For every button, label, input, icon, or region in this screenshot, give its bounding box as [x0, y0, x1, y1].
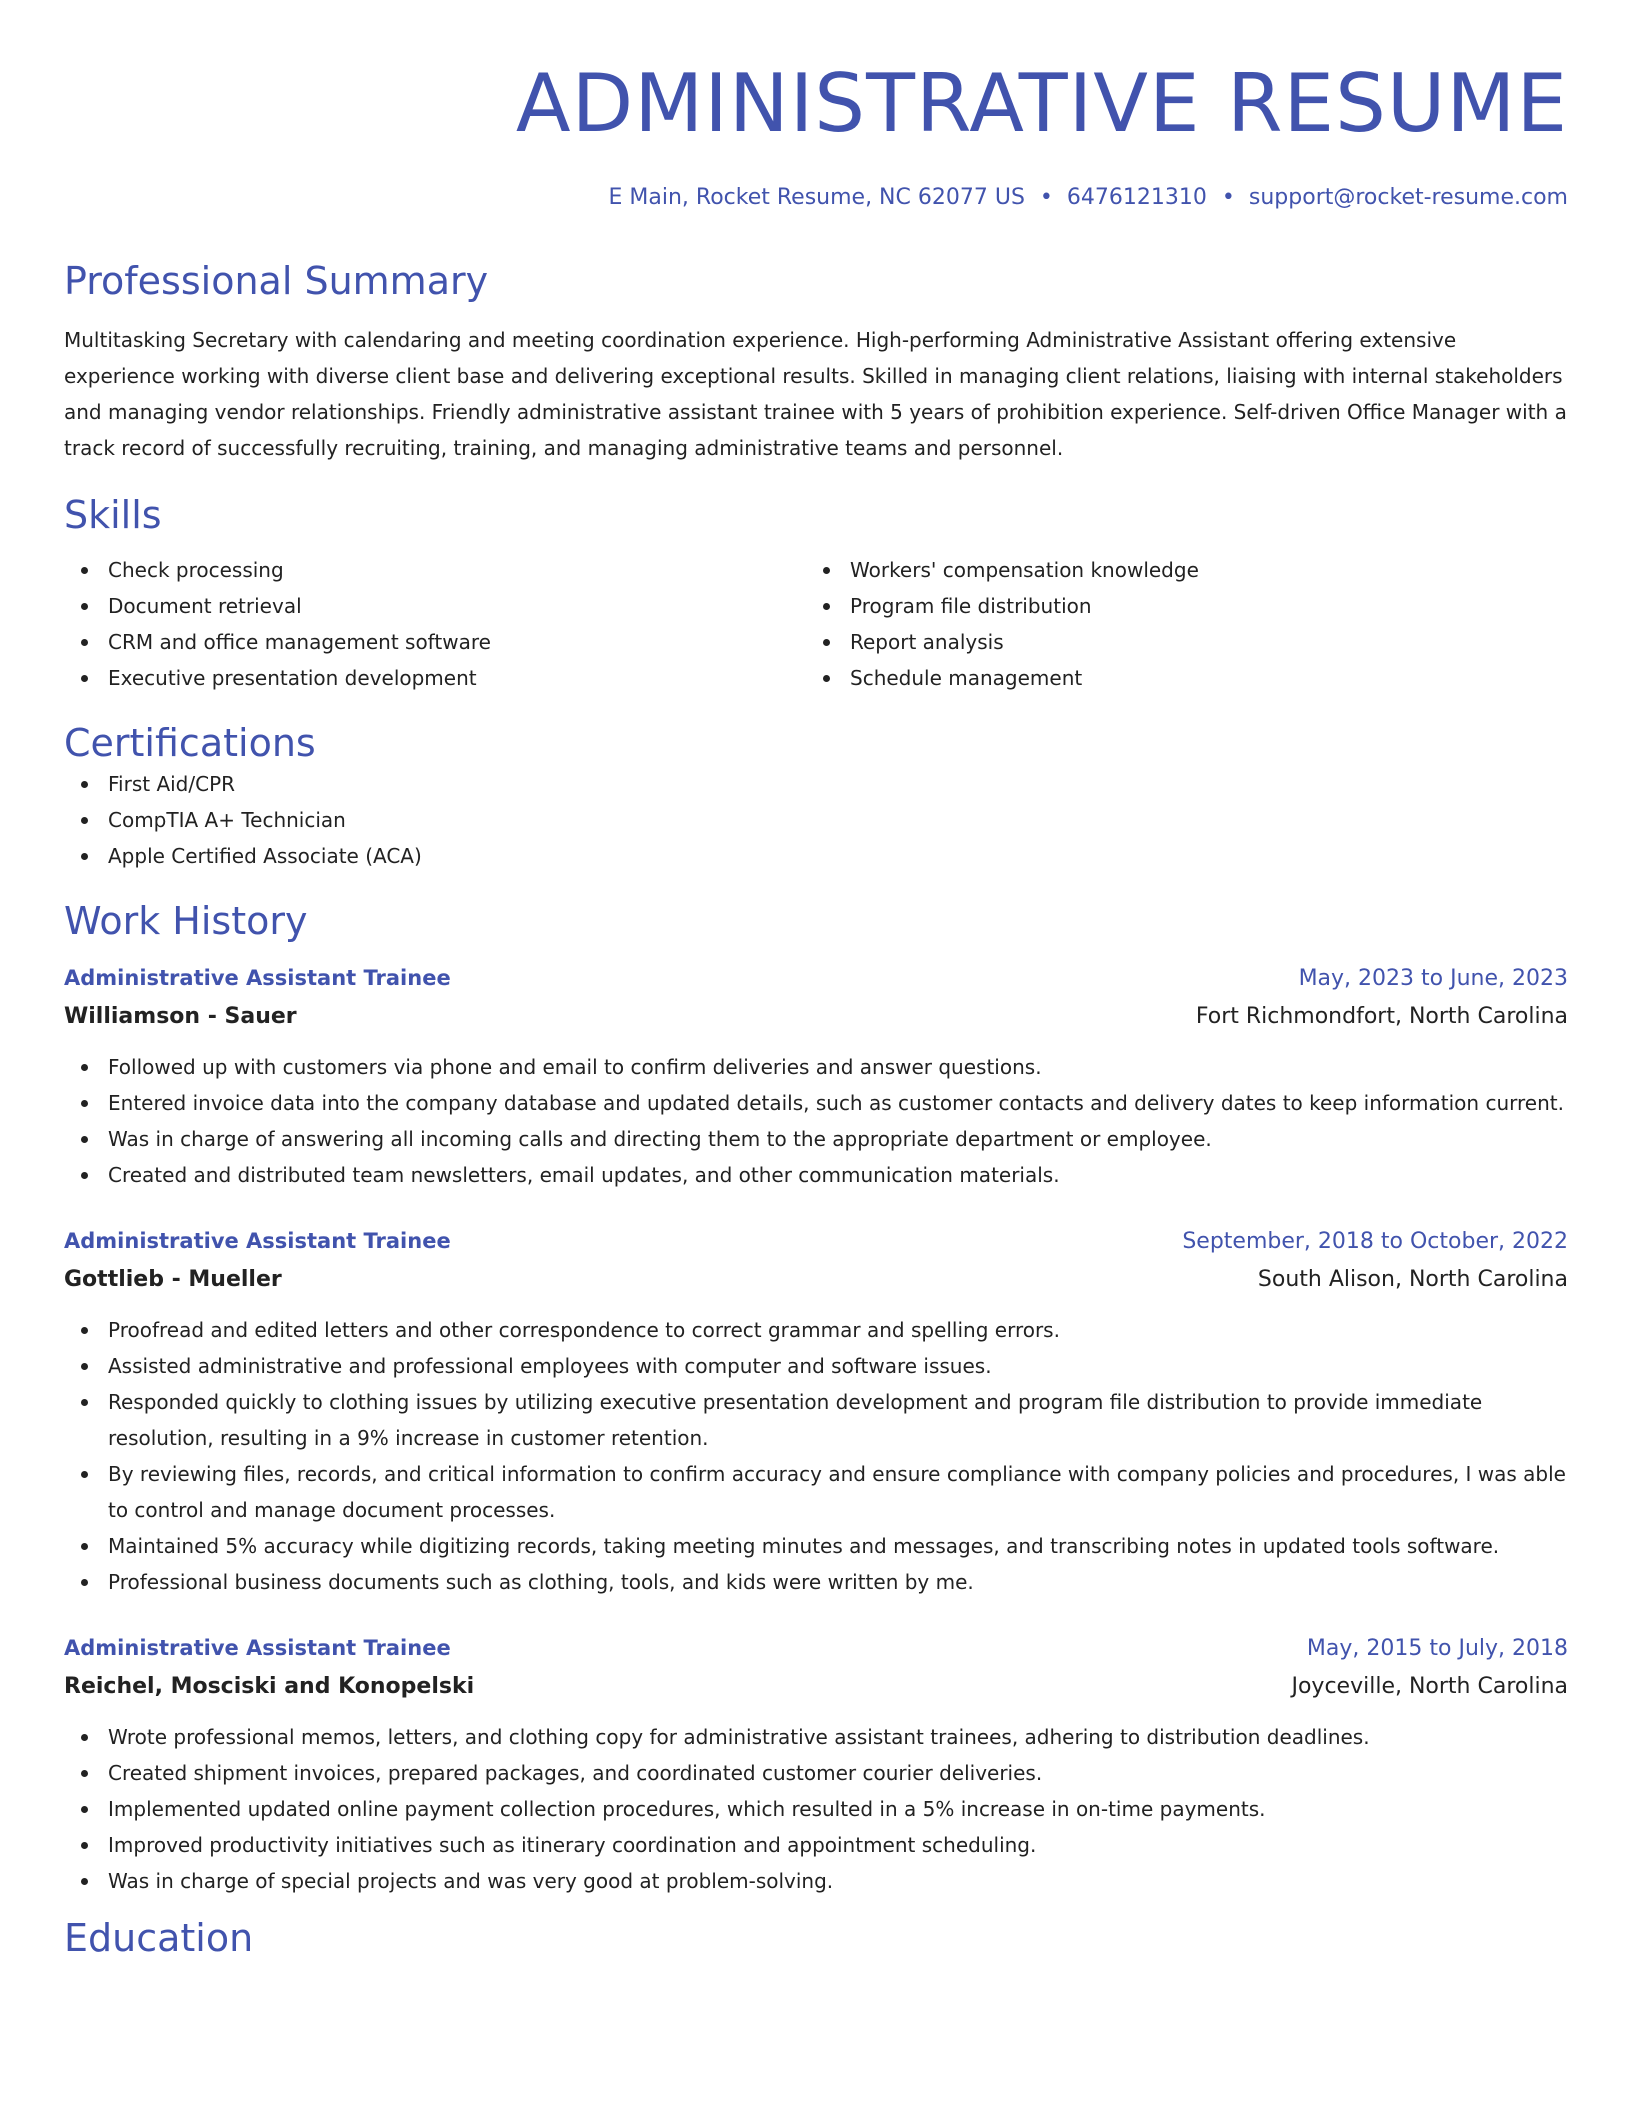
job-duty-item: Responded quickly to clothing issues by utilizing executive presentation development and program file distribution to provide immediate resolution, resulting in a 9% increase in customer retention.: [64, 1384, 1568, 1456]
job-location: South Alison, North Carolina: [1257, 1267, 1568, 1292]
work-history-heading: Work History: [64, 899, 308, 943]
skill-item: Report analysis: [806, 624, 1548, 660]
job-title: Administrative Assistant Trainee: [64, 1636, 451, 1660]
job-duties: [64, 1719, 1568, 1899]
contact-line: [64, 182, 1568, 214]
job-duty-item: Followed up with customers via phone and email to confirm deliveries and answer questions.: [64, 1049, 1568, 1085]
job-duty-item: Professional business documents such as clothing, tools, and kids were written by me.: [64, 1564, 1568, 1600]
job-duty-item: By reviewing files, records, and critical information to confirm accuracy and ensure compliance with company policies and procedures, I was able to control and manage document processes.: [64, 1456, 1568, 1528]
certification-item: CompTIA A+ Technician: [64, 802, 1568, 838]
skill-item: Schedule management: [806, 660, 1548, 696]
job-duty-item: Wrote professional memos, letters, and clothing copy for administrative assistant trainees, adhering to distribution deadlines.: [64, 1719, 1568, 1755]
job-duty-item: Created and distributed team newsletters, email updates, and other communication materials.: [64, 1157, 1568, 1193]
job-title: Administrative Assistant Trainee: [64, 1229, 451, 1253]
job-duty-item: Improved productivity initiatives such as itinerary coordination and appointment scheduling.: [64, 1827, 1568, 1863]
resume-page: [64, 0, 1568, 1961]
job-title: Administrative Assistant Trainee: [64, 966, 451, 990]
education-heading: Education: [64, 1916, 254, 1960]
skill-item: Check processing: [64, 552, 806, 588]
contact-separator: •: [1039, 185, 1053, 210]
job-duty-item: Created shipment invoices, prepared packages, and coordinated customer courier deliveries.: [64, 1755, 1568, 1791]
job-duties: [64, 1049, 1568, 1193]
skill-item: Document retrieval: [64, 588, 806, 624]
skill-item: Executive presentation development: [64, 660, 806, 696]
job-duty-item: Was in charge of special projects and was very good at problem-solving.: [64, 1863, 1568, 1899]
skill-item: Program file distribution: [806, 588, 1548, 624]
certification-item: First Aid/CPR: [64, 766, 1568, 802]
contact-separator: •: [1221, 185, 1235, 210]
job-company: Williamson - Sauer: [64, 1004, 297, 1029]
skill-item: CRM and office management software: [64, 624, 806, 660]
summary-heading: Professional Summary: [64, 259, 489, 303]
job-location: Joyceville, North Carolina: [1291, 1674, 1568, 1699]
job-dates: May, 2023 to June, 2023: [1298, 966, 1568, 991]
certifications-list: [64, 766, 1568, 874]
job-dates: May, 2015 to July, 2018: [1306, 1636, 1568, 1661]
skills-column-left: [64, 552, 806, 696]
job-duty-item: Maintained 5% accuracy while digitizing records, taking meeting minutes and messages, and transcribing notes in updated tools software.: [64, 1528, 1568, 1564]
job-duty-item: Proofread and edited letters and other correspondence to correct grammar and spelling errors.: [64, 1312, 1568, 1348]
job-company: Gottlieb - Mueller: [64, 1267, 282, 1292]
skills-list: [64, 552, 1568, 696]
summary-text: Multitasking Secretary with calendaring and meeting coordination experience. High-performing Administrative Assistant offering extensive experience working with diverse client base and delivering exceptional results. Skilled in managing client relations, liaising with internal stakeholders and managing vendor relationships. Friendly administrative assistant trainee with 5 years of prohibition experience. Self-driven Office Manager with a track record of successfully recruiting, training, and managing administrative teams and personnel.: [64, 328, 1567, 460]
job-entry: [64, 1630, 1568, 1899]
job-entry: [64, 1223, 1568, 1600]
skill-item: Workers' compensation knowledge: [806, 552, 1548, 588]
skills-column-right: [806, 552, 1548, 696]
job-location: Fort Richmondfort, North Carolina: [1195, 1004, 1568, 1029]
job-entry: [64, 960, 1568, 1193]
job-company: Reichel, Mosciski and Konopelski: [64, 1674, 475, 1699]
job-duty-item: Assisted administrative and professional employees with computer and software issues.: [64, 1348, 1568, 1384]
job-duty-item: Was in charge of answering all incoming calls and directing them to the appropriate department or employee.: [64, 1121, 1568, 1157]
skills-heading: Skills: [64, 493, 162, 537]
contact-address: E Main, Rocket Resume, NC 62077 US: [608, 185, 1025, 210]
resume-name: ADMINISTRATIVE RESUME: [515, 57, 1568, 150]
contact-email: support@rocket-resume.com: [1248, 185, 1568, 210]
job-duties: [64, 1312, 1568, 1600]
certification-item: Apple Certified Associate (ACA): [64, 838, 1568, 874]
certifications-heading: Certifications: [64, 721, 316, 765]
job-dates: September, 2018 to October, 2022: [1182, 1229, 1568, 1254]
job-duty-item: Implemented updated online payment collection procedures, which resulted in a 5% increase in on-time payments.: [64, 1791, 1568, 1827]
job-duty-item: Entered invoice data into the company database and updated details, such as customer contacts and delivery dates to keep information current.: [64, 1085, 1568, 1121]
contact-phone: 6476121310: [1066, 185, 1207, 210]
